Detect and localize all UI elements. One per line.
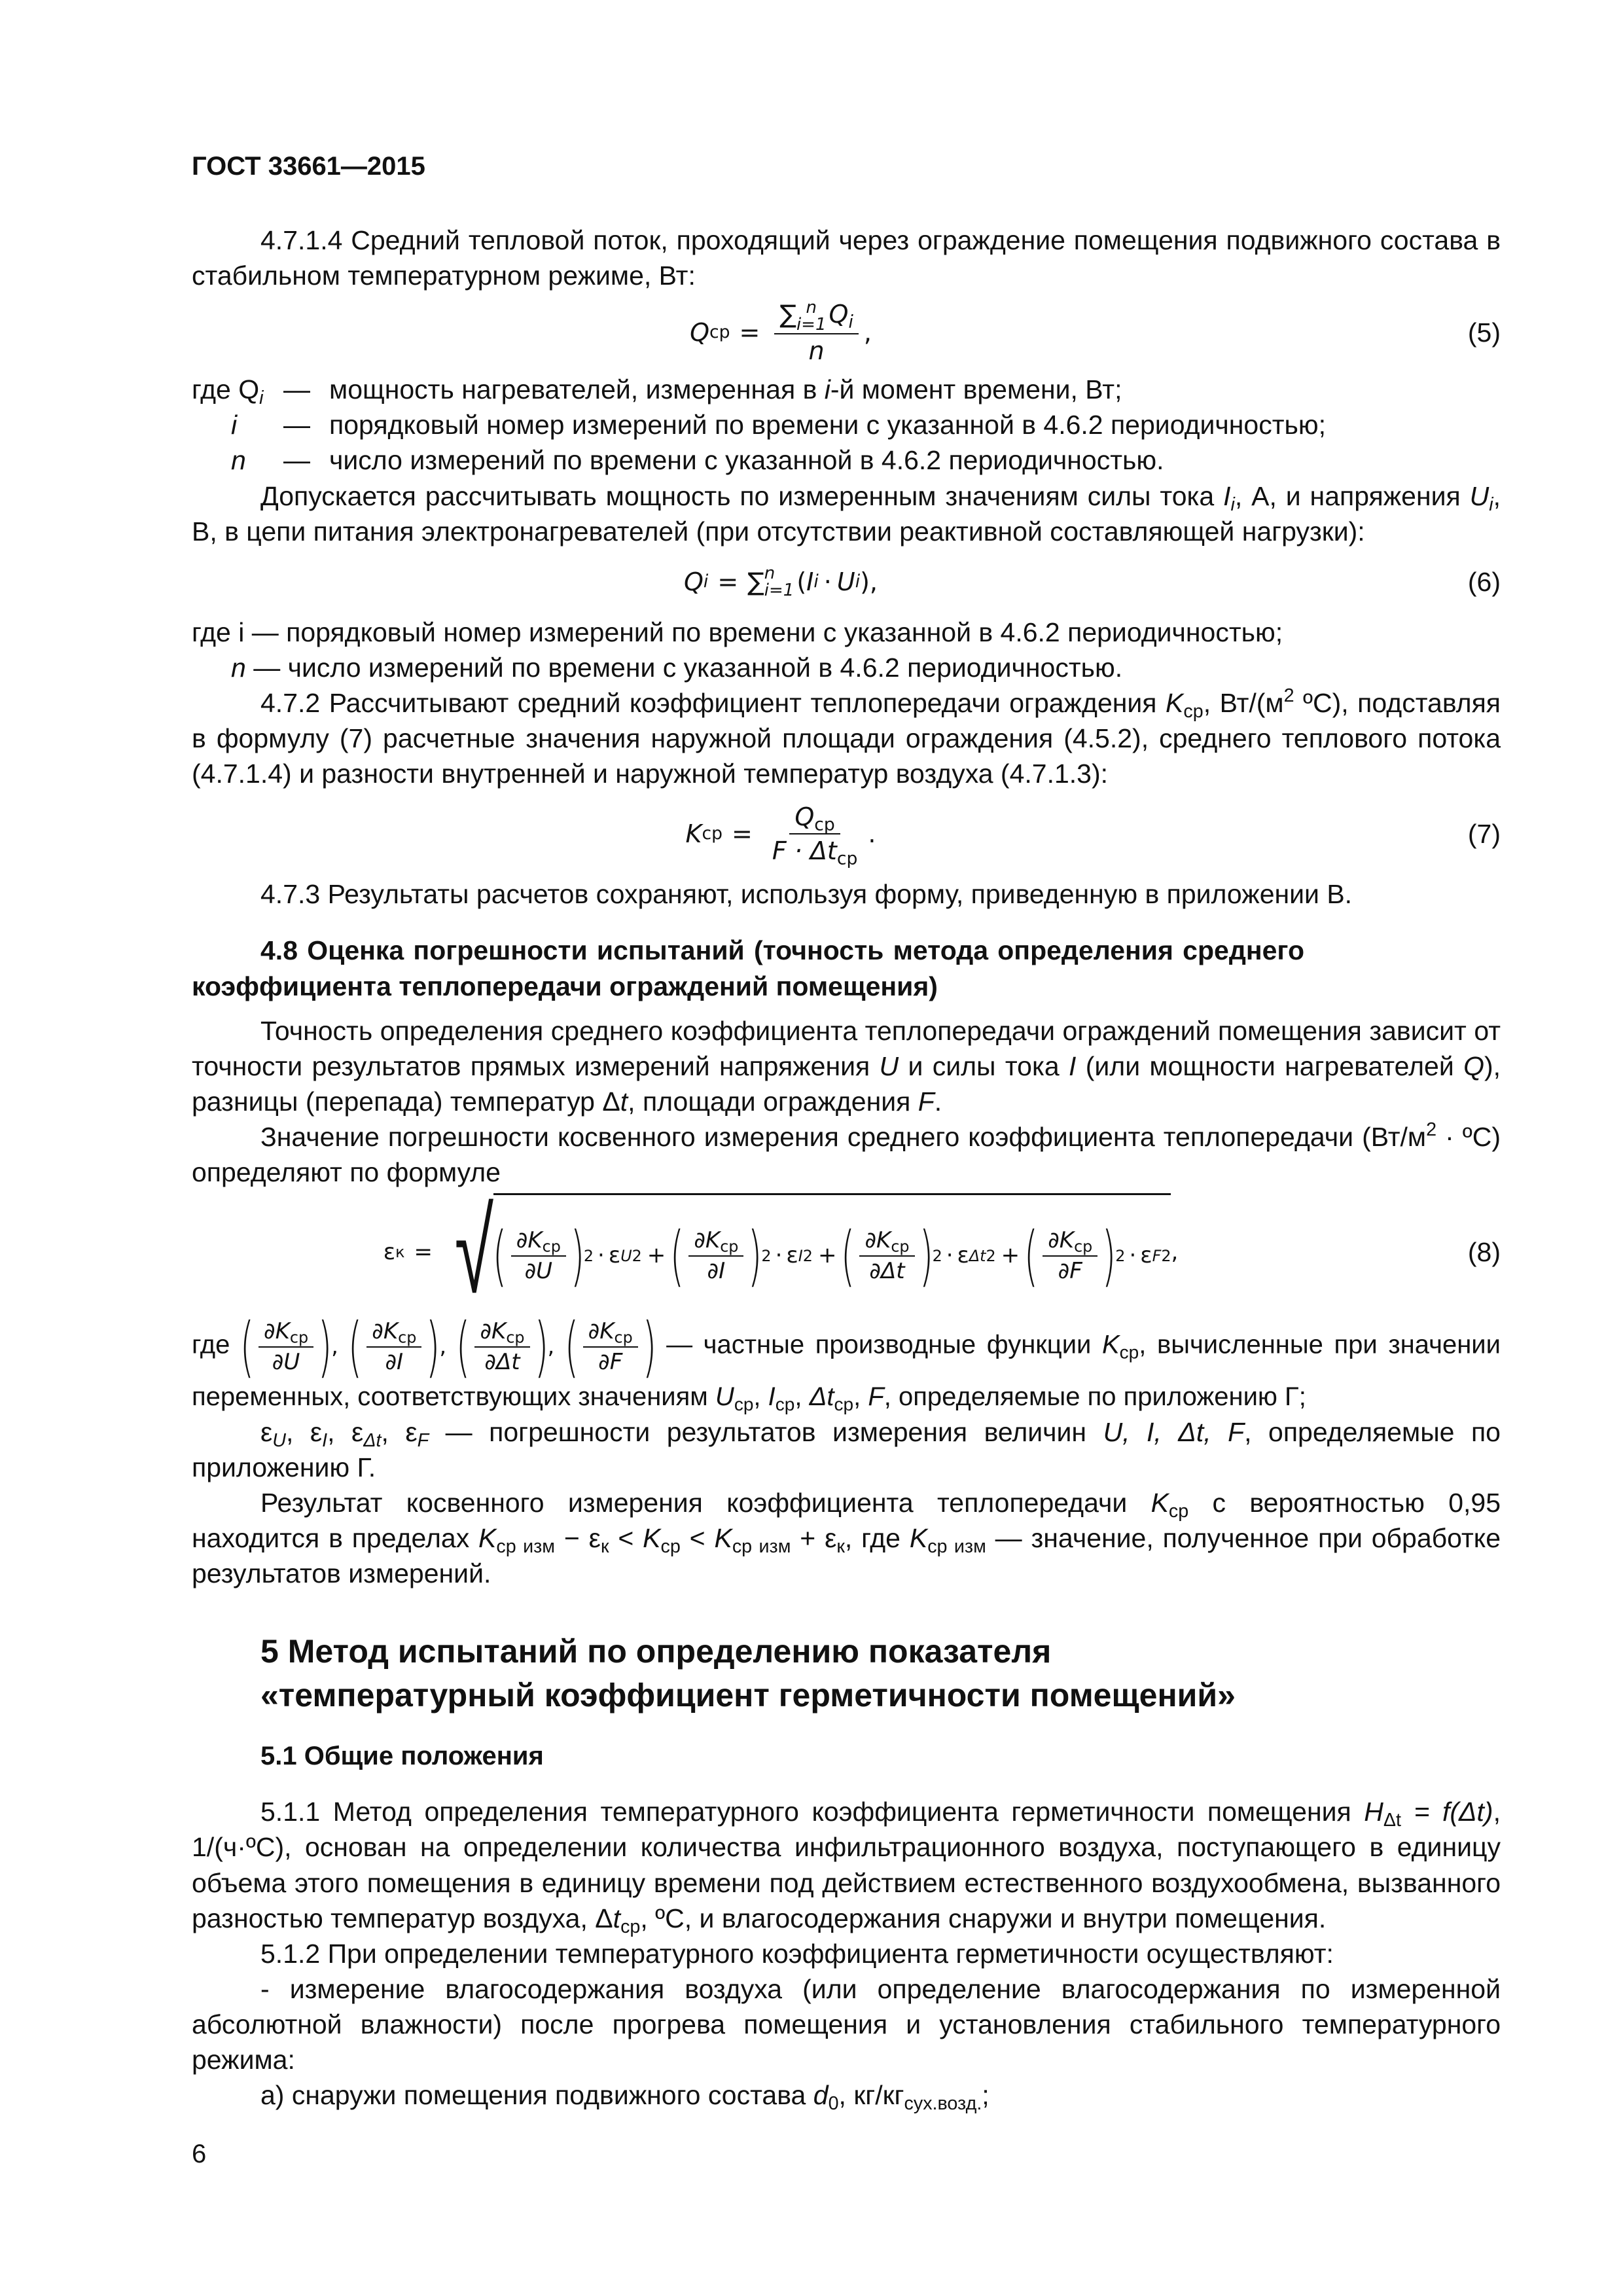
list-item-a: а) снаружи помещения подвижного состава $d_0$, $кг/кг_{сух.возд.}$; xyxy=(260,2080,990,2115)
paragraph-4-7-2: 4.7.2 Рассчитывают средний коэффициент теплопередачи ограждения $K_{ср}$, $Вт/(м^2$ ºС), подставляя в формулу (7) расчетные значения наружной площади ограждения (4.5.2), среднего теплового потока (4.7.1.4) и разности внутренней и наружной температур воздуха (4.7.1.3): xyxy=(192,685,1501,789)
heading-5-1: 5.1 Общие положения xyxy=(260,1741,544,1770)
paragraph-4-7-1-4: 4.7.1.4 Средний тепловой поток, проходящий через ограждение помещения подвижного состава в стабильном температурном режиме, Вт: xyxy=(192,225,1501,291)
list-item-dash: - измерение влагосодержания воздуха (или определение влагосодержания по измеренной абсолютной влажности) после прогрева помещения и установления стабильного температурного режима: xyxy=(192,1973,1501,2075)
paragraph-error-value: Значение погрешности косвенного измерения среднего коэффициента теплопередачи ($Вт/м^2$ · ºС) определяют по формуле xyxy=(192,1119,1501,1188)
page-content xyxy=(192,223,1501,2113)
paragraph-allow: Допускается рассчитывать мощность по измеренным значениям силы тока $I_i$, А, и напряжения $U_i$, В, в цепи питания электронагревателей (при отсутствии реактивной составляющей нагрузки): xyxy=(192,480,1501,547)
paragraph-epsilons: $\varepsilon_U$, $\varepsilon_I$, $\varepsilon_{\Delta t}$, $\varepsilon_F$ — погрешности результатов измерения величин U, I, Δt, F, определяемые по приложению Г. xyxy=(192,1416,1501,1483)
formula-7 xyxy=(192,791,1501,876)
formula-5-number: (5) xyxy=(1467,317,1501,348)
paragraph-5-1-1: 5.1.1 Метод определения температурного коэффициента герметичности помещения $H_{\Delta t} = f(\Delta t)$, 1/(ч·ºС), основан на определении количества инфильтрационного воздуха, поступающего в единицу объема этого помещения в единицу времени под действием естественного воздухообмена, вызванного разностью температур воздуха, $\Delta t_{ср}$, ºС, и влагосодержания снаружи и внутри помещения. xyxy=(192,1797,1501,1937)
formula-8-number: (8) xyxy=(1467,1237,1501,1268)
formula-6-legend-n: n — число измерений по времени с указанной в 4.6.2 периодичностью. xyxy=(231,652,1123,683)
formula-8-expression: ε к = √ ( $\frac{\partial K_{ср}}{\partial U}$ ) 2 · ε U 2 + ( $\frac{\partial K_{ср}}{\partial I}$ ) 2 · ε I 2 + ( $\frac{\partial K_{ср}}{\partial\Delta t}$ ) 2 · ε Δt 2 + ( $\frac{\partial K_{ср}}{\partial F}$ ) 2 · ε F 2 , xyxy=(383,1183,1179,1321)
formula-8 xyxy=(192,1183,1501,1321)
paragraph-accuracy: Точность определения среднего коэффициента теплопередачи ограждений помещения зависит от точности результатов прямых измерений напряжения U и силы тока I (или мощности нагревателей Q), разницы (перепада) температур Δt, площади ограждения F. xyxy=(192,1015,1501,1117)
page-number: 6 xyxy=(192,2140,207,2168)
formula-7-number: (7) xyxy=(1467,819,1501,850)
heading-4-8: 4.8 Оценка погрешности испытаний (точность метода определения среднего коэффициента теплопередачи ограждений помещения) xyxy=(192,935,1304,1001)
document-header: ГОСТ 33661—2015 xyxy=(192,152,425,181)
formula-6 xyxy=(192,549,1501,615)
formula-6-number: (6) xyxy=(1467,566,1501,597)
formula-6-legend-i: где i — порядковый номер измерений по времени с указанной в 4.6.2 периодичностью; xyxy=(192,617,1283,647)
paragraph-5-1-2: 5.1.2 При определении температурного коэффициента герметичности осуществляют: xyxy=(260,1938,1334,1969)
paragraph-4-7-3: 4.7.3 Результаты расчетов сохраняют, используя форму, приведенную в приложении В. xyxy=(260,879,1353,910)
formula-5 xyxy=(192,293,1501,372)
formula-5-expression: Q ср = ∑ n i=1 $Q_i$ n , xyxy=(192,293,1370,372)
formula-7-expression: K ср = $\frac{Q_{ср}}{F \cdot \Delta t_{ср}}$ . xyxy=(192,791,1370,876)
formula-5-fraction: ∑ n i=1 $Q_i$ n xyxy=(774,298,858,367)
heading-section-5: 5 Метод испытаний по определению показателя «температурный коэффициент герметичности помещений» xyxy=(260,1632,1236,1714)
square-root: √ ( $\frac{\partial K_{ср}}{\partial U}$ ) 2 · ε U 2 + ( $\frac{\partial K_{ср}}{\partial I}$ ) 2 · ε I 2 + ( $\frac{\partial K_{ср}}{\partial\Delta t}$ ) 2 · ε Δt 2 + ( $\frac{\partial K_{ср}}{\partial F}$ ) 2 · ε F 2 xyxy=(454,1183,1171,1321)
formula-6-expression: Q i = ∑ n i=1 ( I i · U i ), xyxy=(684,563,878,600)
formula-5-legend: где $Q_i$ — мощность нагревателей, измеренная в i-й момент времени, Вт; i — порядковый номер измерений по времени с указанной в 4.6.2 периодичностью; n — число измерений по времени с указанной в 4.6.2 периодичностью. xyxy=(192,374,1327,476)
paragraph-result: Результат косвенного измерения коэффициента теплопередачи $K_{ср}$ с вероятностью 0,95 находится в пределах $K_{ср изм} - \varepsilon_к < K_{ср} < K_{ср изм} + \varepsilon_к$, где $K_{ср изм}$ — значение, полученное при обработке результатов измерений. xyxy=(192,1488,1501,1589)
paragraph-where-8: где ( $\frac{\partial K_{ср}}{\partial U}$ ), ( $\frac{\partial K_{ср}}{\partial I}$ ), ( $\frac{\partial K_{ср}}{\partial\Delta t}$ ), ( $\frac{\partial K_{ср}}{\partial F}$ ) — частные производные функции $K_{ср}$, вычисленные при значении переменных, соответствующих значениям $U_{ср}$, $I_{ср}$, $\Delta t_{ср}$, F, определяемые по приложению Г; xyxy=(192,1308,1501,1415)
